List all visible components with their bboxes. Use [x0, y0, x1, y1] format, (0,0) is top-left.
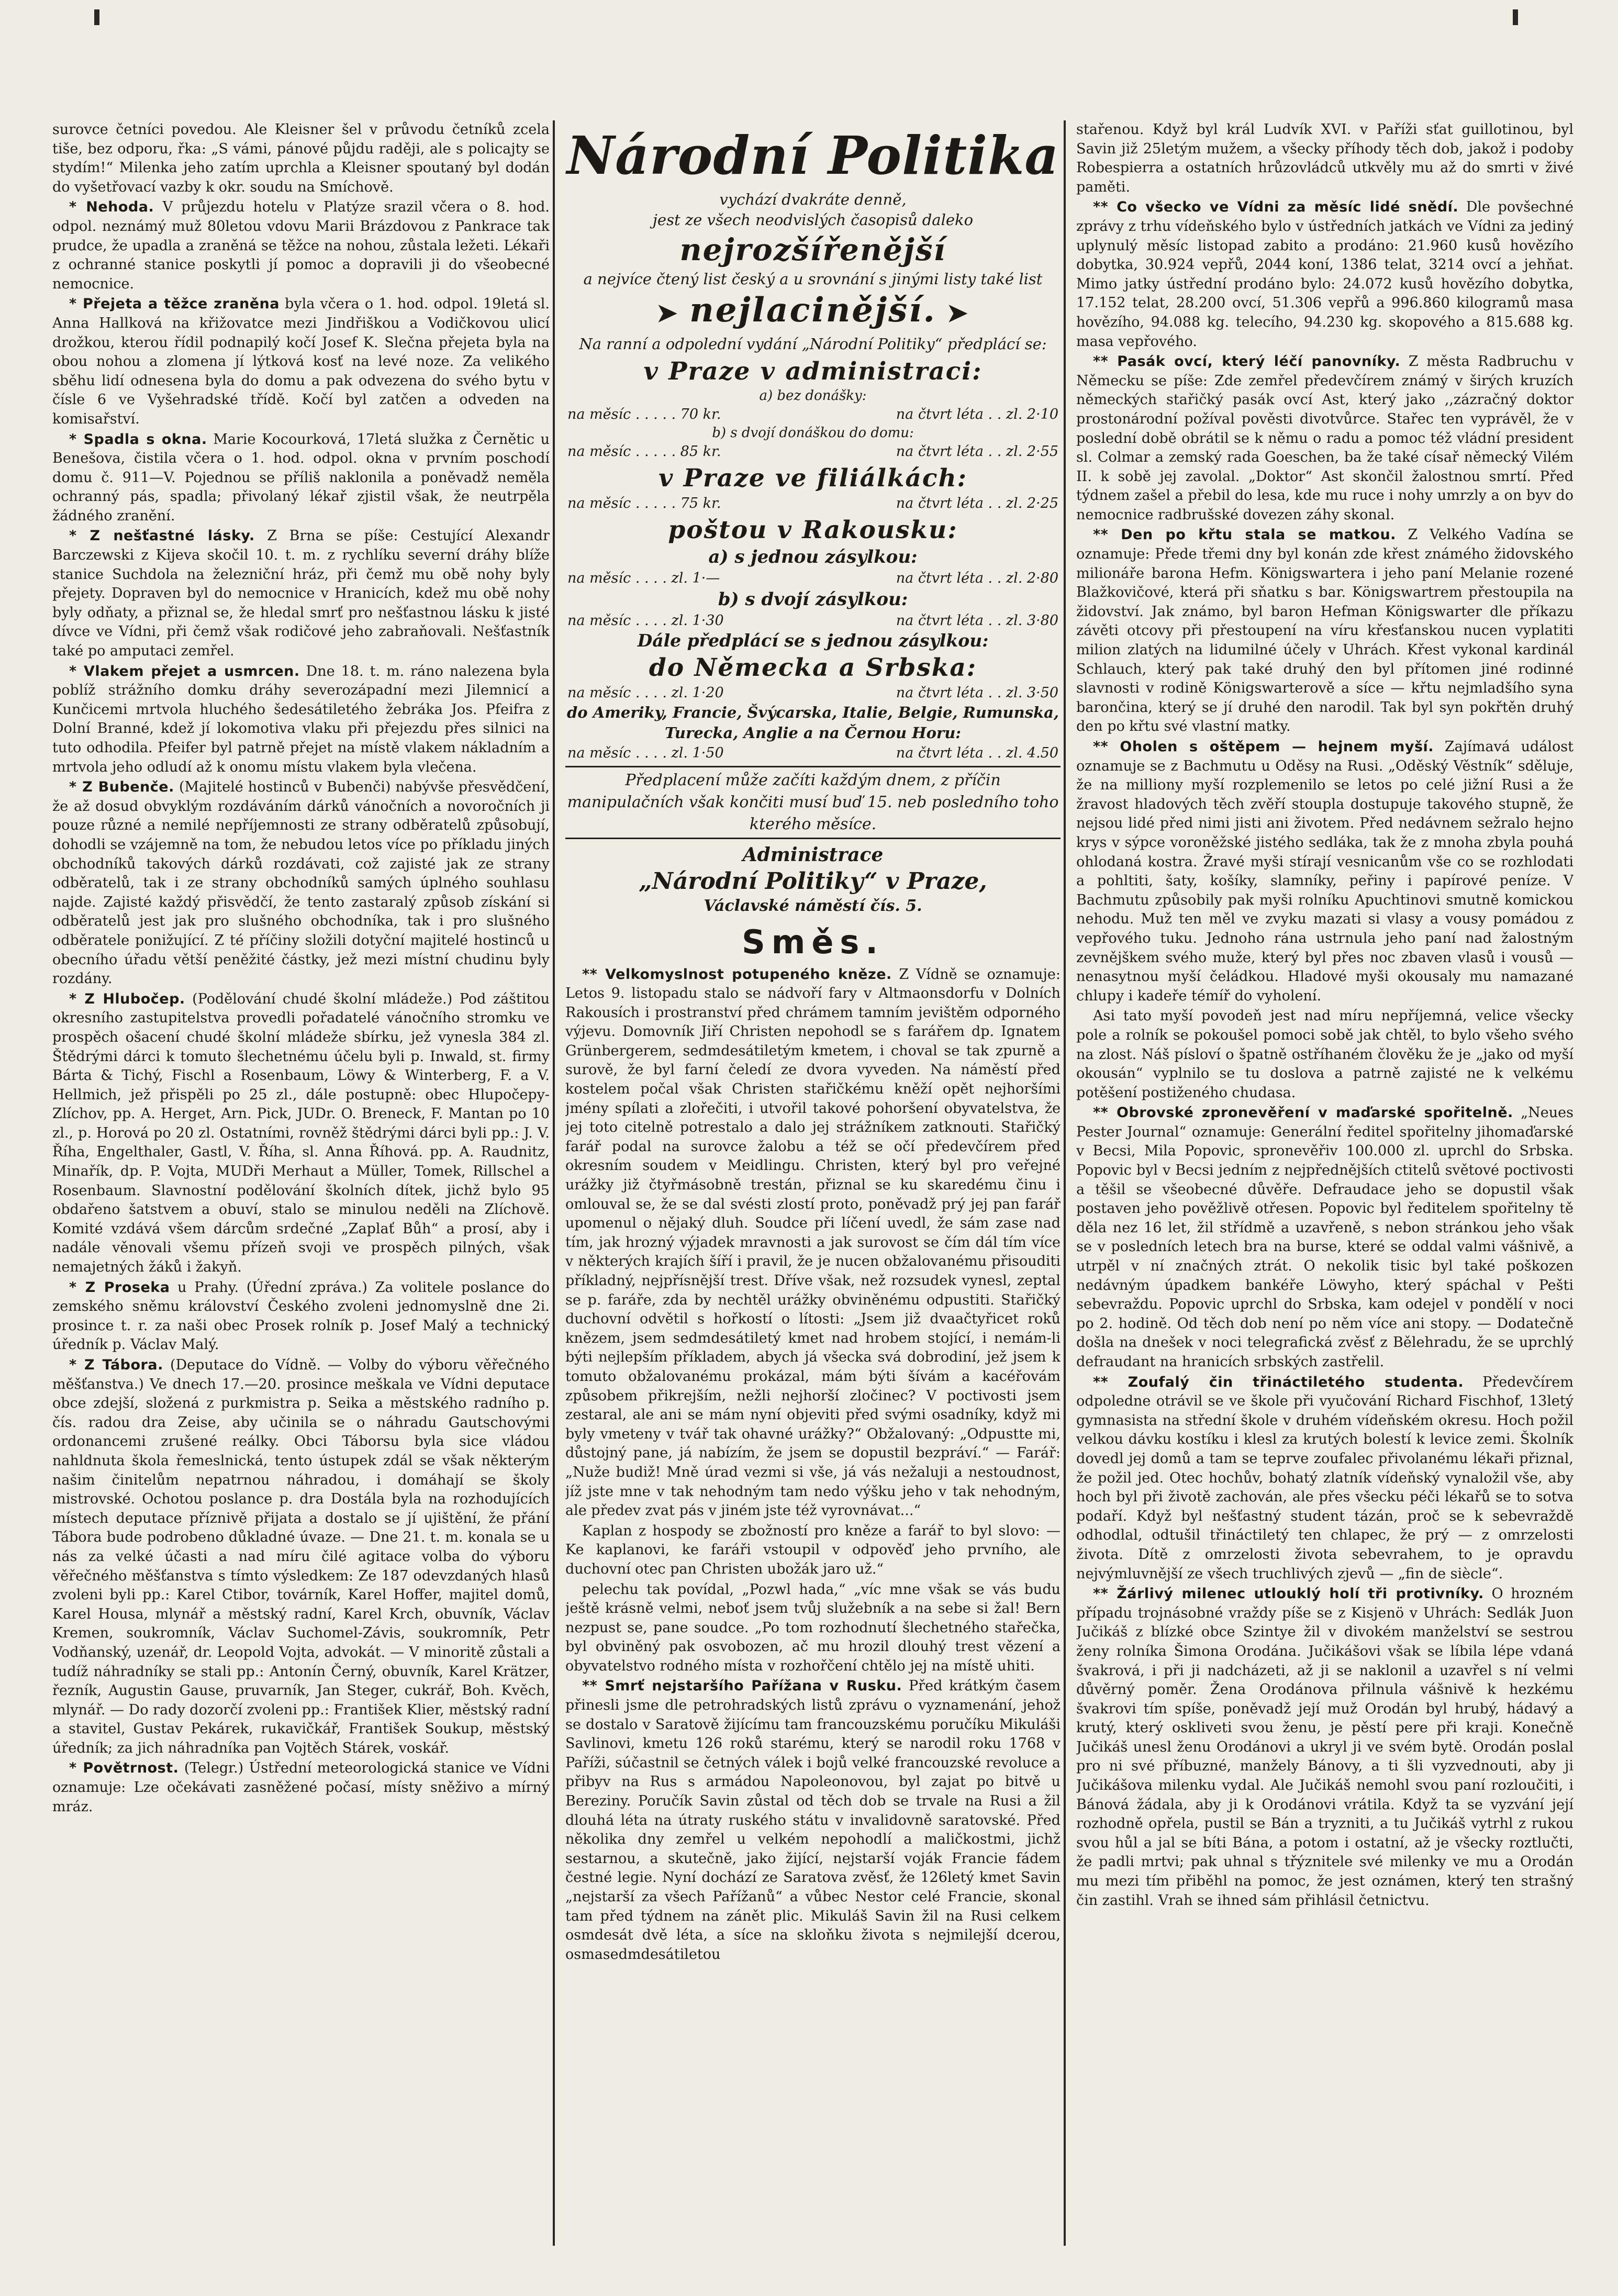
- article-text: stařenou. Když byl král Ludvík XVI. v Paříži sťat guillotinou, byl Savin již 25letým mužem, a všecky příhody těch dob, jakož i podoby Robespierra a ostatních hrůzovládců utkvěly mu až do smrti v živé paměti.: [1076, 121, 1574, 195]
- article-text: Z Velkého Vadína se oznamuje: Přede třemi dny byl konán zde křest známého židovského milionáře barona Hefm. Königswartera i jeho paní Melanie rozené Blažkovičové, která při sňatku s bar. Königswartrem přestoupila na židovství. Jak známo, byl baron Hefman Königswarter dle příkazu závěti otcovy při přestoupení na víru křesťanskou nucen vyplatiti milion zlatých na lidumilné účely v Uhrách. Křest vykonal kardinál Schlauch, který pak také druhý den byl přítomen jiné rodinné slavnosti v rodině Königswarterově a síce — křtu nejmladšího syna barončina, který se jí druhé den narodil. Tak byl syn pokřtěn druhý den po křtu své vlastní matky.: [1076, 527, 1574, 735]
- admin-heading: Administrace: [742, 843, 884, 866]
- article-paragraph: [52, 1356, 550, 1758]
- price-heading: poštou v Rakousku:: [668, 515, 958, 544]
- arrow-icon: ➤: [656, 298, 679, 328]
- price-subheading: a) bez donášky:: [759, 387, 867, 404]
- article-paragraph: [1076, 738, 1574, 1006]
- article-paragraph: [565, 1522, 1061, 1579]
- article-text: (Telegr.) Ústřední meteorologická stanice ve Vídni oznamuje: Lze očekávati zasněžené počasí, místy sněživo a mírný mráz.: [52, 1760, 550, 1815]
- columns: [52, 120, 1574, 2246]
- article-text: „Neues Pester Journal“ oznamuje: Generální ředitel spořitelny jihomaďarské v Becsi, Mila Popovic, spronevěřiv 100.000 zl. uprchl do Srbska. Popovic byl v Becsi jedním z nejpřednějších ctitelů světové poctivosti a těšil se všeobecné důvěře. Defraudace jeho se dopustil však postaven jeho pověžlivě otřesen. Popovic byl ředitelem spořitelny tě děla nez 16 let, žil střídmě a uzavřeně, s nebon stránkou jeho však se v posledních letech bra na burse, které se oddal valmi vášnivě, a utrpěl v ní značných ztrát. O nekolik tisic byl také poškozen nedávným úpadkem bankéře Löwyho, který spáchal v Pešti sebevraždu. Popovic uprchl do Srbska, kam odejel v pondělí v noci po 2. hodině. Od těch dob není po něm více ani stopy. — Dodatečně došla na dnešek v noci telegrafická zvěsť z Bělehradu, že se uprchlý defraudant na hranicích srbských zastřelil.: [1076, 1105, 1574, 1370]
- masthead-line: Dále předplácí se s jednou zásylkou:: [637, 630, 989, 651]
- article-headline: ** Co všecko ve Vídni za měsíc lidé snědí.: [1093, 199, 1459, 216]
- masthead-line: vychází dvakráte denně,: [719, 191, 907, 208]
- article-headline: * Z Bubenče.: [69, 779, 174, 796]
- price-heading: do Německa a Srbska:: [649, 653, 977, 682]
- article-paragraph: [1076, 198, 1574, 351]
- article-paragraph: [52, 527, 550, 661]
- article-paragraph: [52, 662, 550, 777]
- article-text: Z města Radbruchu v Německu se píše: Zde zemřel předevčírem známý v širých kruzích německých stařičký pasák ovcí Ast, který jako ,,zázračný doktor prostonárodní požíval pověsti divotvůrce. Stařec ten vyprávěl, že v poslední době obrátil se k němu o radu a pomoc též vládní president sl. Colmar a zemský rada Goeschen, ba že také císař německý Vilém II. k sobě jej zavolal. „Doktor“ Ast skončil žalostnou smrtí. Před týdnem zašel a přebil do lesa, kde mu ruce i nohy umrzly a on byv do nemocnice radbrušské dovezen záhy skonal.: [1076, 353, 1574, 523]
- article-paragraph: [1076, 1373, 1574, 1584]
- price-subheading: b) s dvojí zásylkou:: [718, 588, 908, 610]
- article-text: (Majitelé hostinců v Bubenči) nabývše přesvědčení, že až dosud obvyklým rozdáváním dárků vánočních a novoročních ji pouze různé a nemilé nepříjemnosti ze strany odběratelů způsobují, dohodli se vzájemně na tom, že nebudou letos více po příkladu jiných obchodníků takových dárků rozdávati, což zajisté jak ze strany odběratelů, tak i ze strany obchodníků samých úplného souhlasu najde. Zajisté každý přisvědčí, že tento zastaralý způsob získání si odběratelů jest jak pro slušného obchodníka, tak i pro slušného odběratele ponižující. Z té příčiny složili dotyční majitelé hostinců u obecního úřadu větší peněžité částky, jež mezi místní chudinu byly rozdány.: [52, 779, 550, 987]
- price-row: na měsíc . . . . zl. 1·50 na čtvrt léta . . zl. 4.50: [567, 744, 1058, 761]
- column-middle: [565, 120, 1061, 2246]
- article-headline: ** Smrť nejstaršího Pařížana v Rusku.: [582, 1678, 902, 1695]
- article-headline: * Z nešťastné lásky.: [69, 528, 255, 544]
- price-row: na měsíc . . . . zl. 1·— na čtvrt léta . . zl. 2·80: [567, 570, 1058, 586]
- article-headline: * Spadla s okna.: [69, 431, 207, 448]
- column-right: [1076, 120, 1574, 2246]
- article-paragraph: [52, 1278, 550, 1355]
- article-headline: ** Pasák ovcí, který léčí panovníky.: [1093, 353, 1401, 370]
- price-row: na měsíc . . . . zl. 1·30 na čtvrt léta . . zl. 3·80: [567, 612, 1058, 629]
- article-text: Z Vídně se oznamuje: Letos 9. listopadu stalo se nádvoří fary v Altmaonsdorfu v Dolních Rakousích i prostranství před chrámem tamním jevištěm odporného výjevu. Domovník Jiří Christen nepohodl se s farářem dp. Ignatem Grünbergerem, sedmdesátiletým kmetem, i choval se tak zpurně a surově, že byl farní čeledí ze dvora vyveden. Na náměstí před kostelem počal však Christen stařičkému kněží opět nejhoršími jmény spílati a zlořečiti, i utvořil takové pohoršení obyvatelstva, že jej toto citelně potrestalo a dalo jej strážníkem zatknouti. Stařičký farář podal na surovce žalobu a též se očí předevčírem před okresním soudem v Meidlingu. Christen, který byl pro veřejné urážky již čtyřmásobně trestán, přiznal se ku skaredému činu i omlouval se, že se dal svésti zlostí proto, poněvadž prý jej pan farář upomenul o nějaký dluh. Soudce při líčení uvedl, že sám zase nad tím, jak hrozný výjadek mravnosti a jak surovost se čím dál tím více v některých krajích šíří i pravil, že je nucen obžalovanému přisouditi příkladný, nejpřísnější trest. Dříve však, než rozsudek vynesl, zeptal se p. faráře, zda by nechtěl urážky obviněnému odpustiti. Stařičký duchovní odvětil s hořkostí o lítosti: „Jsem již dvaačtyřicet roků knězem, jsem sedmdesátiletý kmet nad hrobem stojící, i nemám-li býti nejlepším příkladem, abych já všecka svá dobrodiní, jež jsem k tomuto obžalovanému prokázal, mám býti šívám a kacéřovám způsobem přikrejším, nežli nejhorší zločinec? V poctivosti jsem zestaral, ale ani se mám nyní objeviti před svými osadníky, když mi byly vmeteny v tvář tak ohavné urážky?“ Obžalovaný: „Odpustte mi, důstojný pane, já nabízím, že jsem se dopustil bezpráví.“ — Farář: „Nuže budiž! Mně úrad vezmi si vše, já vás nežaluji a nestoudnost, jíž jste mne v tak nehodným tam nedo výšku jeho v tak nehodným, ale předev zvat pás v jiném jste též vyrovnávat...“: [565, 966, 1061, 1519]
- column-left: [52, 120, 550, 2246]
- article-text: Marie Kocourková, 17letá služka z Černětic u Benešova, čistila včera o 1. hod. odpol. okna v prvním poschodí domu č. 911—V. Pojednou se příliš naklonila a poněvadž neměla ochranný pás, spadla; přivolaný lékař zjistil však, že neutrpěla žádného zranění.: [52, 431, 550, 524]
- price-heading: v Praze ve filiálkách:: [658, 463, 967, 493]
- article-paragraph: [52, 430, 550, 526]
- price-row: na měsíc . . . . . 85 kr. na čtvrt léta . . zl. 2·55: [567, 443, 1058, 460]
- column-middle-articles: [565, 965, 1061, 1965]
- article-headline: ** Velkomyslnost potupeného kněze.: [582, 966, 892, 983]
- price-heading: v Praze v administraci:: [643, 356, 983, 386]
- column-divider: [1064, 120, 1073, 2246]
- column-divider: [553, 120, 562, 2246]
- page-edge-mark: [1513, 9, 1518, 25]
- article-text: V průjezdu hotelu v Platýze srazil včera o 8. hod. odpol. neznámý muž 80letou vdovu Marii Brázdovou z Pankrace tak prudce, že upadla a zraněná se těžce na nohou, zůstala ležeti. Lékaři z ochranné stanice poskytli jí pomoc a dopravili ji do všeobecné nemocnice.: [52, 199, 550, 292]
- article-paragraph: [52, 1759, 550, 1816]
- article-headline: * Z Tábora.: [69, 1357, 163, 1373]
- masthead-line: Na ranní a odpolední vydání „Národní Politiky“ předplácí se:: [579, 335, 1047, 353]
- article-paragraph: [52, 778, 550, 989]
- article-paragraph: [1076, 120, 1574, 197]
- article-headline: ** Žárlivý milenec utlouklý holí tři protivníky.: [1093, 1586, 1484, 1602]
- article-headline: ** Zoufalý čin třináctiletého studenta.: [1093, 1374, 1464, 1390]
- article-headline: * Z Proseka: [69, 1279, 170, 1296]
- article-text: Dle povšechné zprávy z trhu vídeňského bylo v ústředních jatkách ve Vídni za jediný uplynulý měsíc listopad zabito a prodáno: 21.960 kusů hovězího dobytka, 30.924 vepřů, 2044 koní, 1386 telat, 3214 ovcí a jehňat. Mimo jatky ústřední prodáno bylo: 24.072 kusů hovězího dobytka, 17.152 telat, 28.200 ovcí, 51.306 vepřů a 996.860 kilogramů masa hovězího, 94.088 kg. telecího, 94.230 kg. skopového a 815.688 kg. masa vepřového.: [1076, 199, 1574, 350]
- price-subheading: a) s jednou zásylkou:: [708, 546, 918, 567]
- article-paragraph: [565, 1677, 1061, 1964]
- article-paragraph: [1076, 526, 1574, 737]
- article-paragraph: [52, 120, 550, 197]
- article-headline: * Nehoda.: [69, 199, 154, 216]
- article-text: Kaplan z hospody se zbožností pro kněze a farář to byl slovo: — Ke kaplanovi, ke faráři vstoupil v odpověď jeho prvního, ale duchovní otec pan Christen ubožák jaro už.“: [565, 1522, 1061, 1577]
- price-row: na měsíc . . . . zl. 1·20 na čtvrt léta . . zl. 3·50: [567, 684, 1058, 701]
- page-edge-mark: [94, 9, 99, 25]
- article-headline: ** Obrovské zpronevěření v maďarské spořitelně.: [1093, 1105, 1513, 1121]
- article-text: byla včera o 1. hod. odpol. 19letá sl. Anna Hallková na křižovatce mezi Jindřiškou a Vodičkovou ulicí drožkou, kterou řídil podnapilý kočí Josef K. Slečna přejeta byla na obou nohou a zlomena jí lýtková kosť na levé noze. Za velikého sběhu lidí odnesena byla do domu a pak odvezena do svého bytu v čísle 6 ve Vyšehradské třídě. Kočí byl zatčen a odveden na komisařství.: [52, 296, 550, 427]
- masthead-slogan: nejrozšířenější: [679, 232, 946, 268]
- article-paragraph: [565, 1580, 1061, 1676]
- article-text: pelechu tak povídal, „Pozwl hada,“ „víc mne však se vás budu ještě krásně velmi, neboť jsem tvůj služebník a na sebe si žal! Bern nezpust se, pane soudce. „Po tom rozhodnutí šlechetného stařečka, byl obviněný pak osvobozen, ač mu hrozil dlouhý trest vězení a obyvatelstvo rodného místa v rozhořčení chtělo jej na místě uhiti.: [565, 1581, 1061, 1674]
- article-text: surovce četníci povedou. Ale Kleisner šel v průvodu četníků zcela tiše, bez odporu, řka: „S vámi, pánové půjdu raději, ale s policajty se stydím!“ Milenka jeho zatím uprchla a Kleisner spoutaný byl dodán do vyšetřovací vazby k okr. soudu na Smíchově.: [52, 121, 550, 195]
- price-row: na měsíc . . . . . 75 kr. na čtvrt léta . . zl. 2·25: [567, 495, 1058, 511]
- price-row: na měsíc . . . . . 70 kr. na čtvrt léta . . zl. 2·10: [567, 406, 1058, 422]
- masthead-logo: Národní Politika: [566, 125, 1059, 186]
- masthead-line: jest ze všech neodvislých časopisů daleko: [652, 211, 974, 229]
- article-headline: * Povětrnost.: [69, 1760, 179, 1777]
- admin-heading: „Národní Politiky“ v Praze,: [639, 867, 987, 895]
- article-text: (Deputace do Vídně. — Volby do výboru věřečného měšťanstva.) Ve dnech 17.—20. prosince meškala ve Vídni deputace obce zdejší, složená z purkmistra p. Seika a městského radního p. čís. radou dra Zeise, aby učinila se o náhradu Gautschovými ordonancemi zrušené reálky. Obci Táborsu byla sice vládou nahldnuta škola řemeslnická, tento ústupek zdál se však některým našim činitelům nepatrnou náhradou, i domáhají se školy mistrovské. Ochotou poslance p. dra Dostála byla na rozhodujících místech deputace příznivě přijata a dostalo se jí ujištění, že přání Tábora bude podrobeno důkladné úvaze. — Dne 21. t. m. konala se u nás za velké účasti a nad míru čilé agitace volba do výboru věřečného měšťanstva s tímto výsledkem: Ze 187 odevzdaných hlasů zvoleni byli pp.: Karel Ctibor, továrník, Karel Hoffer, majitel domů, Karel Housa, mlynář a městský radní, Karel Krch, obuvník, Václav Kremen, soukromník, Václav Suchomel-Závis, soukromník, Petr Vodňanský, uzenář, dr. Leopold Vojta, advokát. — V minoritě zůstali a tudíž náhradníky se stali pp.: Antonín Černý, obuvník, Karel Krätzer, řezník, Augustin Gause, pruvarník, Jan Steger, cukrář, Boh. Kvěch, mlynář. — Do rady dozorčí zvoleni pp.: František Klier, městský radní a stavitel, Gustav Pekárek, rukavičkář, František Soukup, městský úředník; za jich náhradníka pan Vojtěch Stárek, voskář.: [52, 1357, 550, 1756]
- article-text: Předevčírem odpoledne otrávil se ve škole při vyučování Richard Fischhof, 13letý gymnasista na střední škole v druhém vídeňském okresu. Hoch požil velkou dávku kostíku i klesl za krutých bolestí k levice zemi. Školník dovedl jej domů a tam se teprve zoufalec přivolanému lékaři přiznal, že požil jed. Otec hochův, bohatý zlatník vídeňský vynaložil vše, aby hoch byl při životě zachován, ale přes všecku péči lékařů se to sotva podaří. Když byl nešťastný student tázán, proč se k sebevraždě odhodlal, odtušil třináctiletý ten chlapec, že prý — z omrzelosti života. Dítě z omrzelosti života sebevrahem, to je opravdu nejvýmluvnější ze všech truchlivých zjevů — „fin de siècle“.: [1076, 1374, 1574, 1582]
- masthead-line: a nejvíce čtený list český a u srovnání s jinými listy také list: [583, 270, 1043, 288]
- article-paragraph: [52, 990, 550, 1277]
- article-text: Z Brna se píše: Cestující Alexandr Barczewski z Kijeva skočil 10. t. m. z rychlíku severní dráhy blíže stanice Suchdola na železniční hráz, při čemž mu obě nohy byly přejety. Dopraven byl do nemocnice v Hranicích, kdež mu obě nohy byly odňaty, a přiznal se, že hledal smrť pro nešťastnou lásku k jisté dívce ve Vídni, při čemž však rodičové jeho zabraňovali. Nešťastník také po amputaci zemřel.: [52, 528, 550, 660]
- section-title-smes: Směs.: [742, 922, 884, 961]
- admin-address: Václavské náměstí čís. 5.: [704, 896, 922, 915]
- masthead-advertisement: [565, 125, 1061, 916]
- arrow-icon: ➤: [946, 298, 969, 328]
- article-paragraph: [52, 295, 550, 429]
- price-subheading: b) s dvojí donáškou do domu:: [712, 425, 914, 441]
- article-headline: * Z Hlubočep.: [69, 990, 185, 1007]
- article-text: Zajímavá událost oznamuje se z Bachmutu u Oděsy na Rusi. „Oděský Věstník“ sděluje, že na milliony myší rozplemenilo se letos po celé jižní Rusi a že žravost hladových těch zvěří stoupla dostupuje takového stupně, že nejsou lidé před nimi jisti ani životem. Před nedávnem sežralo hejno krys v sýpce voroněžské jistého sedláka, tak že z mnoha zbyla pouhá ohlodaná kostra. Žravé myši stírají vesnicanům vše co se rozhlodati a pohltiti, šaty, košíky, slamníky, peřiny i papírové peníze. V Bachmutu způsobily pak myši rolníku Apuchtinovi smutně komickou nehodu. Muž ten měl ve zvyku mazati si vlasy a vousy pomádou z vepřového tuku. Jednoho rána ustrnula jeho paní nad žalostným zevnějškem svého muže, který byl přes noc zbaven vlasů i vousů — nenasytnou myší čeládkou. Hladové myši okousaly mu namazané chlupy i kadeře témíř do vyholení.: [1076, 739, 1574, 1004]
- article-text: Dne 18. t. m. ráno nalezena byla poblíž strážního domku dráhy severozápadní mezi Jilemnicí a Kunčicemi mrtvola hluchého šedesátiletého žebráka Jos. Pfeifra z Dolní Branné, kdež jí lokomotiva vlaku při přejezdu přes silnici na tuto odhodila. Pfeifer byl patrně přejet na místě vlakem nákladním a mrtvola jeho odludí až k onomu místu vlakem byla vlečena.: [52, 663, 550, 775]
- article-paragraph: [1076, 352, 1574, 525]
- masthead-line: do Ameriky, Francie, Švýcarska, Italie, Belgie, Rumunska, Turecka, Anglie a na Černou Horu:: [566, 703, 1059, 742]
- article-text: O hrozném případu trojnásobné vraždy píše se z Kisjenö v Uhrách: Sedlák Juon Jučikáš z blízké obce Szintye žil v divokém manželství se sestrou ženy rolníka Šimona Orodána. Jučikášovi však se líbila lépe vdaná švakrová, i při ji nadcházeti, až ji se naklonil a uzavřel s ní velmi důvěrný poměr. Žena Orodánova přilnula vášnivě k hezkému švakrovi tím spíše, poněvadž její muž Orodán byl hrubý, hádavý a krutý, který oskliveti svou ženu, je pěstí pere při kraji. Konečně Jučikáš unesl ženu Orodánovi a ukryl ji ve svém bytě. Orodán poslal pro ni své příbuzné, manžely Bánovy, a ti šli vyzvednouti, aby ji Jučikášova milenku vydal. Ale Jučikáš nemohl svou paní rozloučiti, i Bánová žádala, aby ji k Orodánovi vrátila. Když ta se vyzvání její rozhodně opřela, pustil se Bán a tryzniti, a tu Jučikáš vytrhl z rukou svou hůl a jal se bíti Bána, a potom i ostatní, až je všecky roztlučti, že padli mrtvi; pak uhnal s třýznitele své milenky ve mu a Orodán mu mezi tím přiběhl na pomoc, že jest oznámen, který ten strašný čin zastihl. Vrah se ihned sám přihlásil četnictvu.: [1076, 1586, 1574, 1909]
- article-headline: * Vlakem přejet a usmrcen.: [69, 663, 300, 679]
- article-text: Asi tato myší povodeň jest nad míru nepříjemná, velice všecky pole a rolník se pokoušel pomoci sobě jak chtěl, to bylo všeho svého na zlost. Náš písloví o špatně ostříhaném člověku že je „jako od myší okousán“ vyplnilo se tu doslova a patrně zajisté ne k velkému potěšení postiženého chudasa.: [1076, 1008, 1574, 1101]
- article-headline: * Přejeta a těžce zraněna: [69, 296, 280, 313]
- masthead-slogan-cheap: ➤ nejlacinější. ➤: [565, 289, 1061, 334]
- article-paragraph: [1076, 1585, 1574, 1910]
- article-paragraph: [1076, 1104, 1574, 1372]
- article-paragraph: [52, 198, 550, 294]
- article-headline: ** Oholen s oštěpem — hejnem myší.: [1093, 739, 1434, 755]
- article-paragraph: [565, 965, 1061, 1521]
- subscription-note: Předplacení může začíti každým dnem, z příčin manipulačních však končiti musí buď 15. neb posledního toho kterého měsíce.: [565, 766, 1061, 839]
- article-text: u Prahy. (Úřední zpráva.) Za volitele poslance do zemského sněmu království Českého zvoleni jednomyslně dne 2i. prosince t. r. za naši obec Prosek rolník p. Josef Malý a technický úředník p. Václav Malý.: [52, 1279, 550, 1353]
- article-headline: ** Den po křtu stala se matkou.: [1093, 527, 1396, 543]
- article-text: (Podělování chudé školní mládeže.) Pod záštitou okresního zastupitelstva provedli pořadatelé vánočního stromku ve prospěch ošacení chudé školní mládeže sbírku, jež vynesla 384 zl. Štědrými dárci k tomuto šlechetnému účelu byli p. Inwald, st. firmy Bárta & Tichý, Fischl a Rosenbaum, Löwy & Winterberg, F. a V. Hellmich, jež přispěli po 25 zl., dále postupně: obec Hlupočepy-Zlíchov, pp. A. Herget, Arn. Pick, JUDr. O. Breneck, F. Mantan po 10 zl., p. Horová po 20 zl. Ostatními, rovněž štědrými dárci byli pp.: J. V. Říha, Engelthaler, Gastl, V. Říha, sl. Anna Říhová. pp. A. Raudnitz, Minařík, dp. P. Vojta, MUDři Merhaut a Müller, Tomek, Rillschel a Rosenbaum. Slavnostní podělování školních dítek, jichž bylo 95 obdařeno šatstvem a obuví, stalo se minulou neděli na Zlíchově. Komité vzdává všem dárcům srdečné „Zaplať Bůh“ a prosí, aby i nadále věnovali všemu přízeň svoji ve prospěch pilných, však nemajetných žáků i žakyň.: [52, 990, 550, 1276]
- article-text: Před krátkým časem přinesli jsme dle petrohradských listů zprávu o vyznamenání, jehož se dostalo v Saratově žijícímu tam francouzskému poručíku Mikuláši Savlinovi, kmetu 126 roků starému, který se narodil roku 1768 v Paříži, súčastnil se četných válek i bojů velké francouzské revoluce a přibyv na Rus s armádou Napoleonovou, byl zajat po bitvě u Bereziny. Poručík Savin zůstal od těch dob se trvale na Rusi a žil dlouhá léta na útraty ruského státu v invalidovně saratovské. Před několika dny zemřel u velkém nepohodlí a maličkostmi, jichž sestarnou, a skutečně, jako žijící, nejstarší voják Francie fádem čestné legie. Nyní dochází ze Saratova zvěsť, že 126letý kmet Savin „nejstarší za všech Pařížanů“ a vůbec Nestor celé Francie, skonal tam před týdnem na zánět plic. Mikuláš Savin žil na Rusi celkem osmdesát dvě léta, a síce na skloňku života s nejmilejší dcerou, osmasedmdesátiletou: [565, 1678, 1061, 1963]
- article-paragraph: [1076, 1007, 1574, 1102]
